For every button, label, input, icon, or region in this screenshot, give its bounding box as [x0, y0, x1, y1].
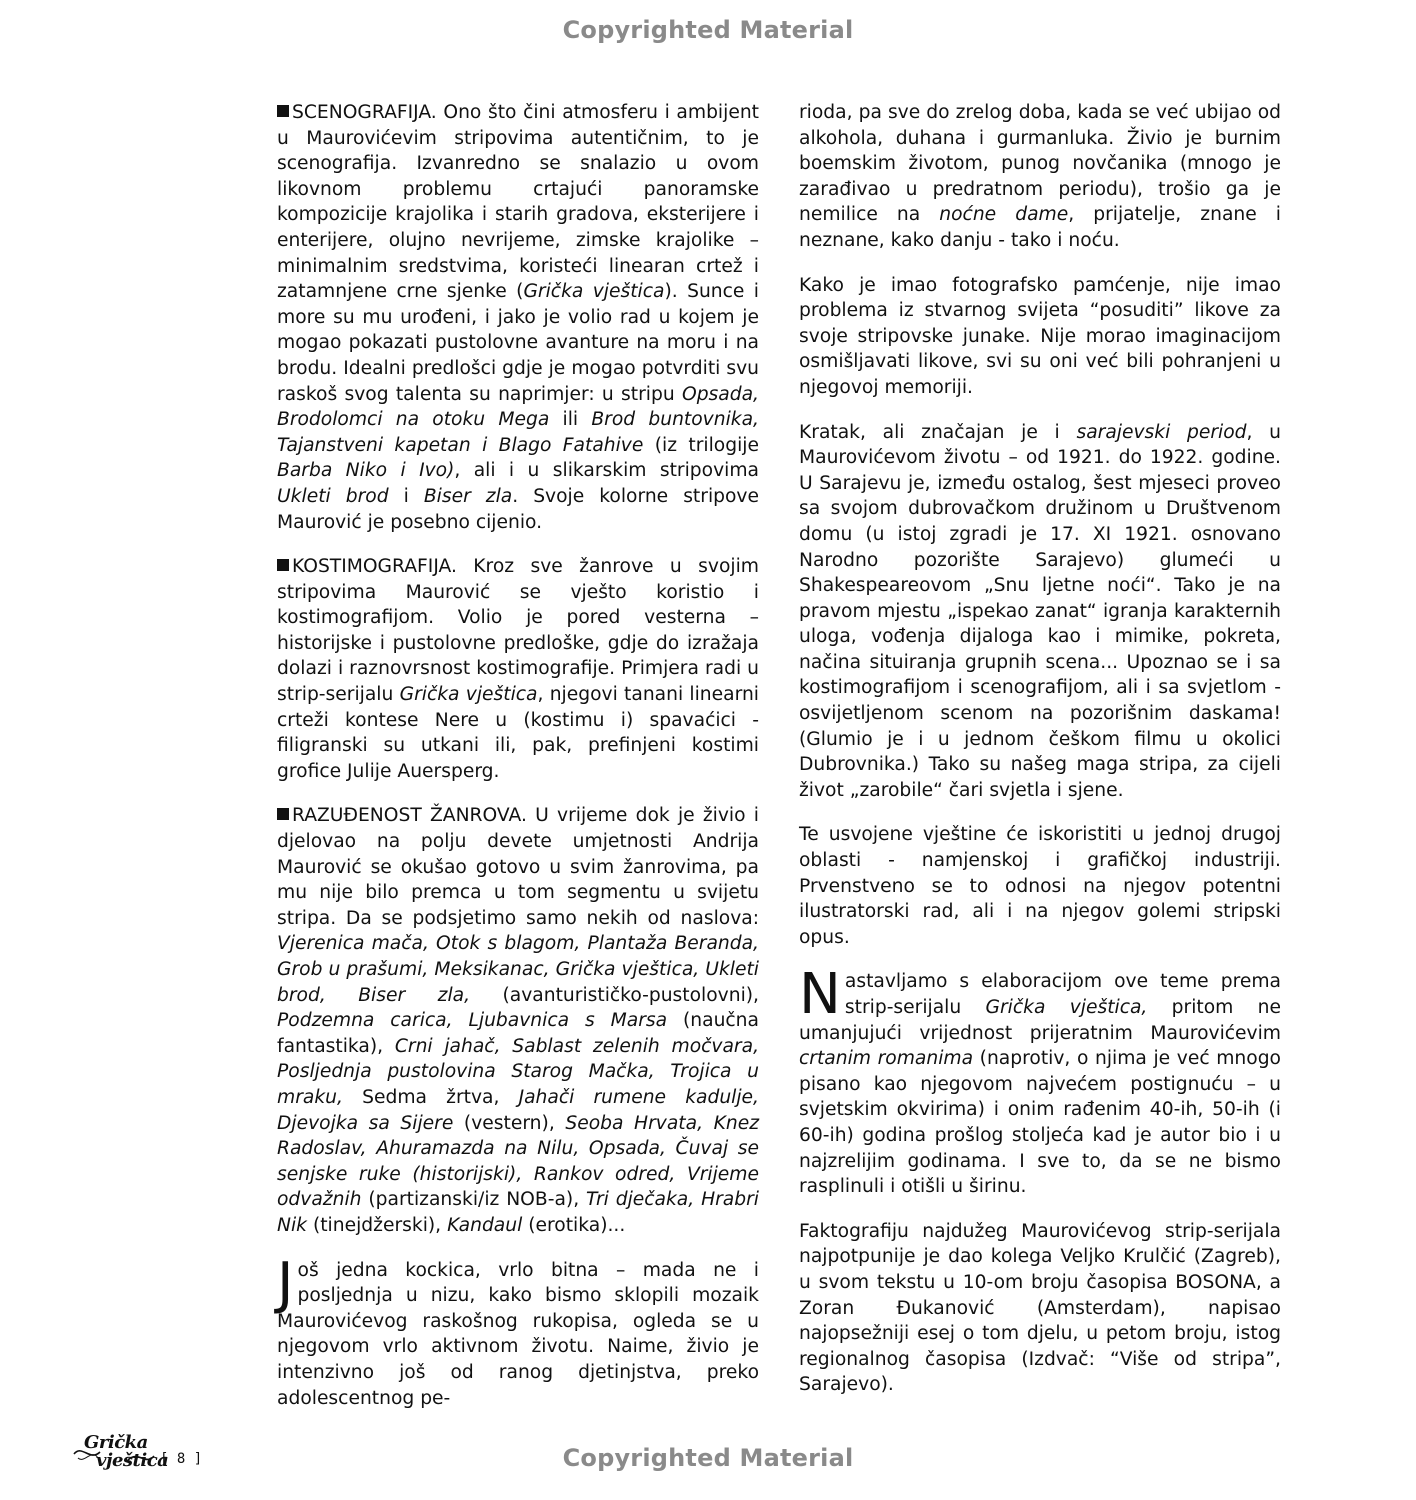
text-run: , prijatelje, znane i neznane, kako danju - tako i noću. — [799, 204, 1281, 251]
paragraph-nastavljamo — [799, 962, 1281, 1199]
italic-title: Brod buntovnika, Tajanstveni kapetan i Blago Fatahive — [277, 409, 759, 456]
text-run: oš jedna kockica, vrlo bitna – mada ne i posljednja u nizu, kako bismo sklopili mozaik Maurovićevog raskošnog rukopisa, ogleda se u njegovom vrlo aktivnom životu. Naime, živio je intenzivno još od ranog djetinjstva, preko adolescentnog pe- — [277, 1259, 759, 1409]
italic-title: Grička vještica — [399, 684, 538, 706]
logo-line2: vještica — [96, 1450, 169, 1471]
copyright-watermark-bottom: Copyrighted Material — [562, 1444, 854, 1472]
text-run: Sedma žrtva, — [342, 1086, 519, 1108]
square-bullet-icon — [277, 559, 289, 571]
page-number: [ 8 ] — [160, 1451, 203, 1467]
italic-phrase: crtanim romanima — [799, 1048, 974, 1070]
italic-phrase: noćne dame — [939, 204, 1069, 226]
drop-cap: J — [277, 1250, 294, 1316]
italic-title: Ukleti brod — [277, 485, 389, 507]
italic-title: Grička vještica — [523, 281, 665, 303]
text-run: , u Maurovićevom životu – od 1921. do 1922. godine. U Sarajevu je, između ostalog, šest mjeseci proveo sa svojom dubrovačkom družinom u Društvenom domu (u istoj zgradi je 17. XI 1921. osnovano Narodno pozorište Sarajevo) glumeći u Shakespeareovom „Snu ljetne noći“. Tako je na pravom mjestu „ispekao zanat“ igranja karakternih uloga, vođenja dijaloga kao i mimike, pokreta, načina situiranja grupnih scena... Upoznao se i sa kostimografijom i scenografijom, ali i sa svjetlom - osvijetljenom scenom na pozorišnim daskama! (Glumio je i u jednom češkom filmu u okolici Dubrovnika.) Tako su našeg maga stripa, za cijeli život „zarobile“ čari svjetla i sjene. — [799, 421, 1281, 801]
left-text-column — [277, 100, 759, 1430]
square-bullet-icon — [277, 808, 289, 820]
paragraph-sarajevski-period — [799, 420, 1281, 804]
italic-title: Biser zla — [423, 485, 513, 507]
text-run: . Svoje kolorne stripove Maurović je posebno cijenio. — [277, 485, 759, 533]
italic-title: Vjerenica mača, Otok s blagom, Plantaža Beranda, Grob u prašumi, Meksikanac, Grička vještica, Ukleti brod, Biser zla, — [277, 933, 759, 1006]
text-run: , ali i u slikarskim stripovima — [454, 460, 759, 482]
text-run: (partizanski/iz NOB-a), — [361, 1189, 586, 1211]
text-run: ). Sunce i more su mu urođeni, i jako je volio rad u kojem je mogao pokazati pustolovne avanture na moru i na brodu. Idealni predlošci gdje je mogao potvrditi svu raskoš svog talenta su naprimjer: u stripu — [277, 281, 759, 405]
italic-title: Podzemna carica, Ljubavnica s Marsa — [277, 1010, 668, 1032]
right-text-column — [799, 100, 1281, 1417]
paragraph-fotografsko-pamcenje: Kako je imao fotografsko pamćenje, nije imao problema iz stvarnog svijeta “posuditi” likove za svoje stripovske junake. Nije morao imaginacijom osmišljavati likove, svi su oni već bili pohranjeni u njegovoj memoriji. — [799, 274, 1281, 398]
text-run: astavljamo s elaboracijom ove teme prema strip-serijalu — [844, 971, 1281, 1018]
italic-title: Barba Niko i Ivo) — [277, 460, 455, 482]
italic-title: Crni jahač, Sablast zelenih močvara, Posljednja pustolovina Starog Mačka, Trojica u mraku, — [277, 1035, 760, 1108]
text-run: (avanturističko-pustolovni), — [470, 984, 759, 1006]
text-run: KOSTIMOGRAFIJA. Kroz sve žanrove u svojim stripovima Maurović se vješto koristio i kostimografijom. Volio je pored vesterna – historijske i pustolovne predloške, gdje do izražaja dolazi i raznovrsnost kostimografije. Primjera radi u strip-serijalu — [277, 556, 759, 706]
text-run: (naprotiv, o njima je već mnogo pisano kao njegovom najvećem postignuću – u svjetskim okvirima) i onim rađenim 40-ih, 50-ih (i 60-ih) godina prošlog stoljeća kad je autor bio i u najzrelijim godinama. I sve to, da se ne bismo rasplinuli i otišli u širinu. — [799, 1048, 1281, 1198]
square-bullet-icon — [277, 105, 289, 117]
italic-title: Kandaul — [447, 1214, 523, 1236]
text-run: pritom ne umanjujući vrijednost prijeratnim Maurovićevim — [799, 997, 1281, 1044]
text-run: rioda, pa sve do zrelog doba, kada se već ubijao od alkohola, duhana i gurmanluka. Živio je burnim boemskim životom, punog novčanika (mnogo je zarađivao u predratnom periodu), trošio ga je nemilice na — [799, 102, 1281, 226]
text-run: SCENOGRAFIJA. Ono što čini atmosferu i ambijent u Maurovićevim stripovima autentičnim, to je scenografija. Izvanredno se snalazio u ovom likovnom problemu crtajući panoramske kompozicije krajolika i starih gradova, eksterijere i enterijere, olujno nevrijeme, zimske krajolike – minimalnim sredstvima, koristeći linearan crtež i zatamnjene crne sjenke ( — [277, 102, 759, 303]
paragraph-usvojene-vjestine: Te usvojene vještine će iskoristiti u jednoj drugoj oblasti - namjenskoj i grafičkoj industriji. Prvenstveno se to odnosi na njegov potentni ilustratorski rad, ali i na njegov golemi stripski opus. — [799, 824, 1281, 948]
text-run: RAZUĐENOST ŽANROVA. U vrijeme dok je živio i djelovao na polju devete umjetnosti Andrija Maurović se okušao gotovo u svim žanrovima, pa mu nije bilo premca u tom segmentu u svijetu stripa. Da se podsjetimo samo nekih od naslova: — [277, 805, 759, 929]
paragraph-kostimografija — [277, 554, 759, 784]
text-run: (naučna fantastika), — [277, 1010, 759, 1057]
paragraph-scenografija — [277, 100, 759, 535]
paragraph-faktografija: Faktografiju najdužeg Maurovićevog strip-serijala najpotpunije je dao kolega Veljko Krulčić (Zagreb), u svom tekstu u 10-om broju časopisa BOSONA, a Zoran Đukanović (Amsterdam), napisao najopsežniji esej o tom djelu, u petom broju, istog regionalnog časopisa (Izdvač: “Više od stripa”, Sarajevo). — [799, 1220, 1281, 1396]
italic-title: Grička vještica, — [985, 997, 1148, 1018]
italic-title: Jahači rumene kadulje, Djevojka sa Sijere — [277, 1086, 759, 1134]
text-run: (tinejdžerski), — [307, 1214, 448, 1236]
italic-title: Tri dječaka, Hrabri Nik — [277, 1189, 759, 1236]
text-run: i — [388, 485, 424, 507]
italic-title: Opsada, Brodolomci na otoku Mega — [277, 383, 759, 431]
text-run: (iz trilogije — [643, 434, 759, 456]
copyright-watermark-top: Copyrighted Material — [562, 16, 854, 44]
italic-phrase: sarajevski period — [1076, 421, 1247, 443]
text-run: ili — [549, 409, 592, 431]
italic-title: Seoba Hrvata, Knez Radoslav, Ahuramazda na Nilu, Opsada, Čuvaj se senjske ruke (historijski), Rankov odred, Vrijeme odvažnih — [277, 1112, 759, 1211]
drop-cap: N — [799, 962, 841, 1028]
text-run: Kratak, ali značajan je i — [799, 421, 1077, 443]
text-run: (erotika)... — [522, 1214, 626, 1236]
logo-line1: Grička — [84, 1432, 148, 1453]
paragraph-zrelo-doba — [799, 100, 1281, 254]
text-run: , njegovi tanani linearni crteži kontese Nere u (kostimu i) spavaćici - filigranski su utkani ili, pak, prefinjeni kostimi grofice Julije Auersperg. — [277, 684, 759, 782]
paragraph-jos-jedna-kockica — [277, 1250, 759, 1412]
text-run: (vestern), — [453, 1112, 566, 1134]
paragraph-razudjenost-zanrova — [277, 803, 759, 1238]
